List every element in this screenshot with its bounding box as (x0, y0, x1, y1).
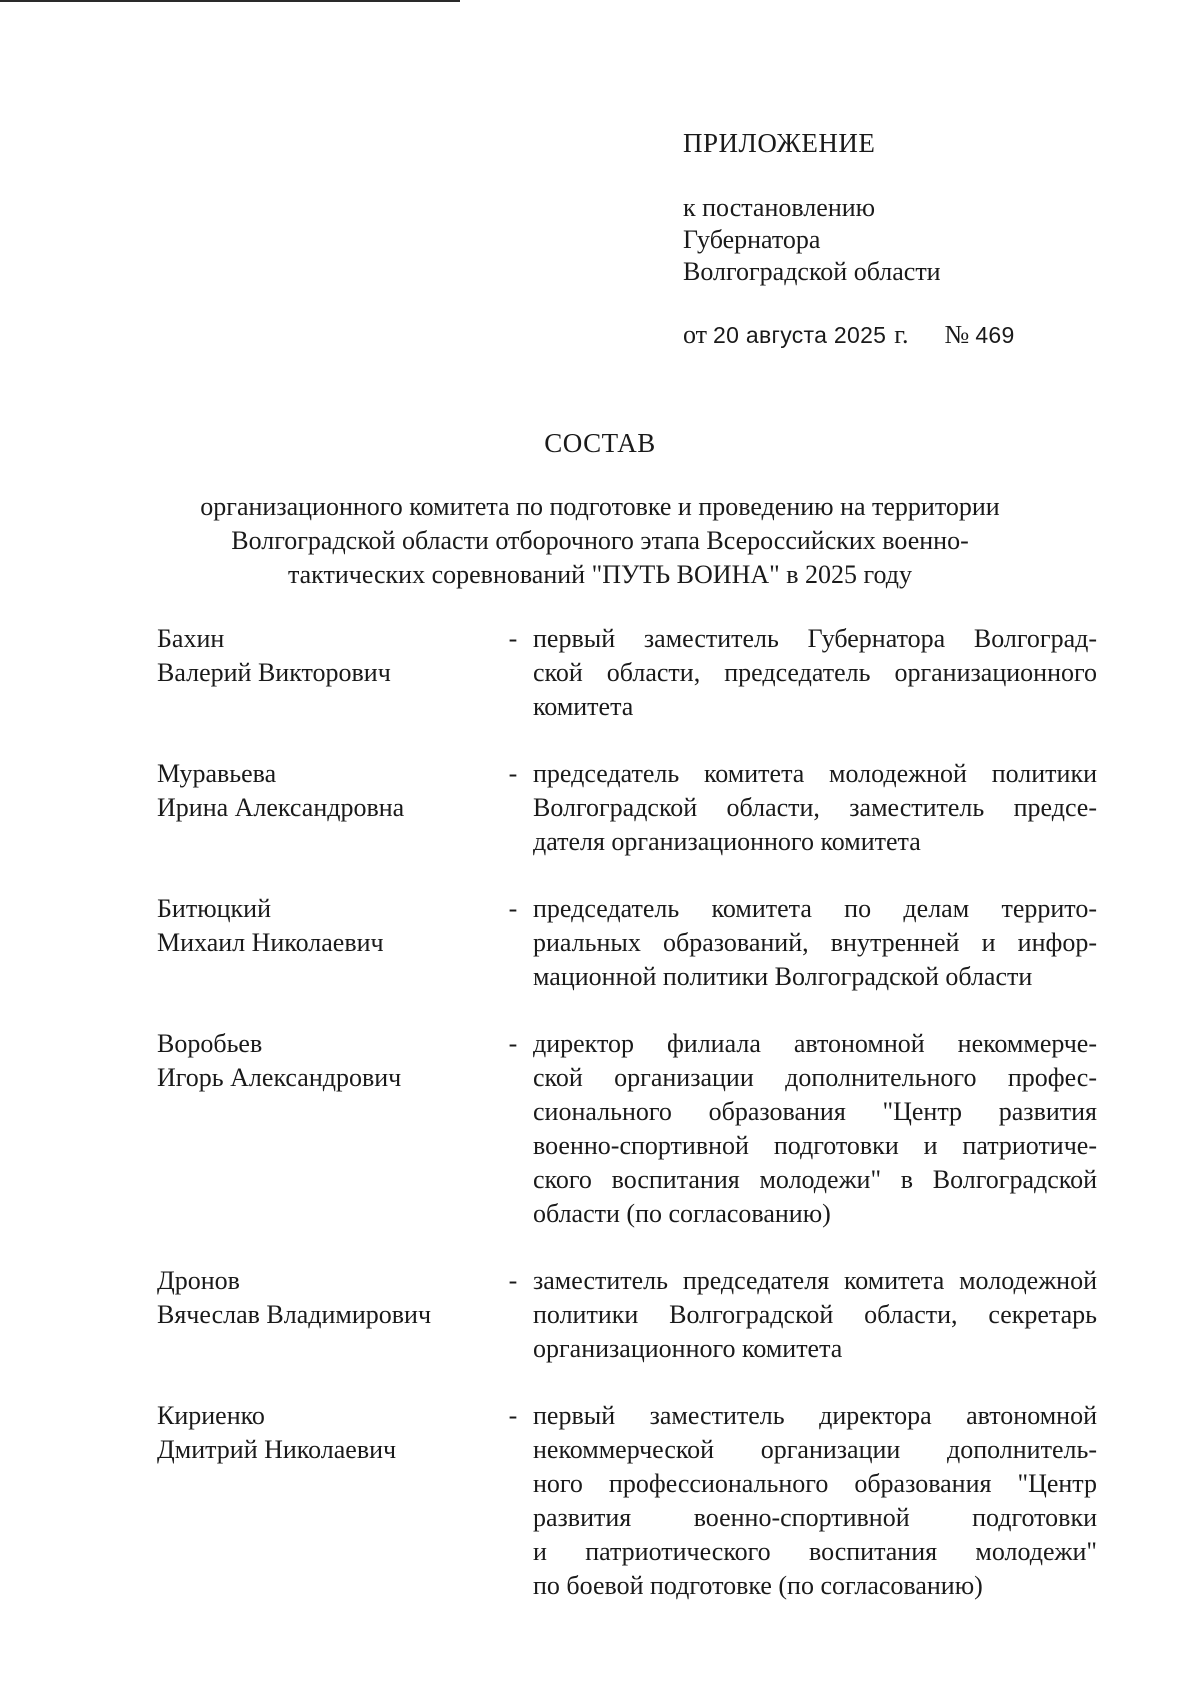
subtitle-line: организационного комитета по подготовке и проведению на территории (200, 492, 1000, 521)
appendix-block (683, 126, 1103, 352)
member-role (533, 1399, 1097, 1603)
member-separator: - (508, 624, 518, 653)
appendix-reference-line: Губернатора (683, 225, 821, 254)
member-entry (157, 1399, 1097, 1603)
member-surname: Кириенко (157, 1401, 265, 1430)
member-role-line: ного профессионального образования "Центр (533, 1469, 1097, 1498)
member-name (157, 757, 477, 825)
member-role-line: сионального образования "Центр развития (533, 1097, 1097, 1126)
member-entry (157, 757, 1097, 859)
member-role-line: военно-спортивной подготовки и патриотиче- (533, 1131, 1097, 1160)
member-separator: - (508, 1029, 518, 1058)
subtitle-line: тактических соревнований "ПУТЬ ВОИНА" в 2025 году (287, 560, 913, 589)
document-subtitle (0, 490, 1200, 592)
member-separator: - (508, 1266, 518, 1295)
member-role-line: комитета (533, 692, 634, 721)
scan-edge-line (0, 0, 460, 2)
decree-date: 20 августа 2025 (713, 322, 887, 348)
member-given-names: Дмитрий Николаевич (157, 1435, 397, 1464)
committee-members-list (157, 622, 1097, 1636)
member-role-line: некоммерческой организации дополнитель- (533, 1435, 1097, 1464)
member-role-line: мационной политики Волгоградской области (533, 962, 1033, 991)
member-role (533, 622, 1097, 724)
member-name (157, 622, 477, 690)
year-suffix: г. (894, 320, 909, 349)
member-given-names: Михаил Николаевич (157, 928, 384, 957)
member-name (157, 1027, 477, 1095)
appendix-title: ПРИЛОЖЕНИЕ (683, 128, 876, 158)
member-role-line: ского воспитания молодежи" в Волгоградской (533, 1165, 1097, 1194)
appendix-date-line (683, 318, 1103, 352)
member-role-line: председатель комитета молодежной политики (533, 759, 1097, 788)
member-role-line: ской организации дополнительного профес- (533, 1063, 1097, 1092)
member-surname: Бахин (157, 624, 225, 653)
member-surname: Муравьева (157, 759, 277, 788)
member-name (157, 892, 477, 960)
member-role-line: председатель комитета по делам террито- (533, 894, 1097, 923)
member-entry (157, 622, 1097, 724)
member-role-line: первый заместитель Губернатора Волгоград- (533, 624, 1097, 653)
member-name (157, 1399, 477, 1467)
member-role (533, 757, 1097, 859)
member-given-names: Ирина Александровна (157, 793, 405, 822)
member-entry (157, 892, 1097, 994)
member-role (533, 1264, 1097, 1366)
member-entry (157, 1027, 1097, 1231)
number-sign: № (944, 320, 970, 349)
date-prefix: от (683, 320, 708, 349)
member-separator: - (508, 1401, 518, 1430)
member-role-line: развития военно-спортивной подготовки (533, 1503, 1097, 1532)
member-surname: Воробьев (157, 1029, 263, 1058)
member-role-line: и патриотического воспитания молодежи" (533, 1537, 1097, 1566)
subtitle-line: Волгоградской области отборочного этапа Всероссийских военно- (231, 526, 969, 555)
appendix-reference (683, 192, 1103, 288)
member-role (533, 1027, 1097, 1231)
member-separator: - (508, 894, 518, 923)
member-role-line: первый заместитель директора автономной (533, 1401, 1097, 1430)
member-role-line: заместитель председателя комитета молодежной (533, 1266, 1097, 1295)
appendix-reference-line: Волгоградской области (683, 257, 941, 286)
member-role-line: директор филиала автономной некоммерче- (533, 1029, 1097, 1058)
member-role-line: ской области, председатель организационного (533, 658, 1097, 687)
member-given-names: Игорь Александрович (157, 1063, 402, 1092)
member-role-line: по боевой подготовке (по согласованию) (533, 1571, 983, 1600)
member-role-line: Волгоградской области, заместитель предсе- (533, 793, 1097, 822)
member-surname: Битюцкий (157, 894, 272, 923)
document-title: СОСТАВ (544, 428, 656, 458)
member-role-line: риальных образований, внутренней и инфор- (533, 928, 1097, 957)
member-role (533, 892, 1097, 994)
member-role-line: организационного комитета (533, 1334, 843, 1363)
member-surname: Дронов (157, 1266, 240, 1295)
decree-number: 469 (975, 322, 1015, 348)
member-given-names: Валерий Викторович (157, 658, 391, 687)
member-entry (157, 1264, 1097, 1366)
member-role-line: дателя организационного комитета (533, 827, 921, 856)
member-name (157, 1264, 477, 1332)
member-separator: - (508, 759, 518, 788)
member-given-names: Вячеслав Владимирович (157, 1300, 432, 1329)
member-role-line: политики Волгоградской области, секретарь (533, 1300, 1097, 1329)
member-role-line: области (по согласованию) (533, 1199, 831, 1228)
appendix-reference-line: к постановлению (683, 193, 876, 222)
